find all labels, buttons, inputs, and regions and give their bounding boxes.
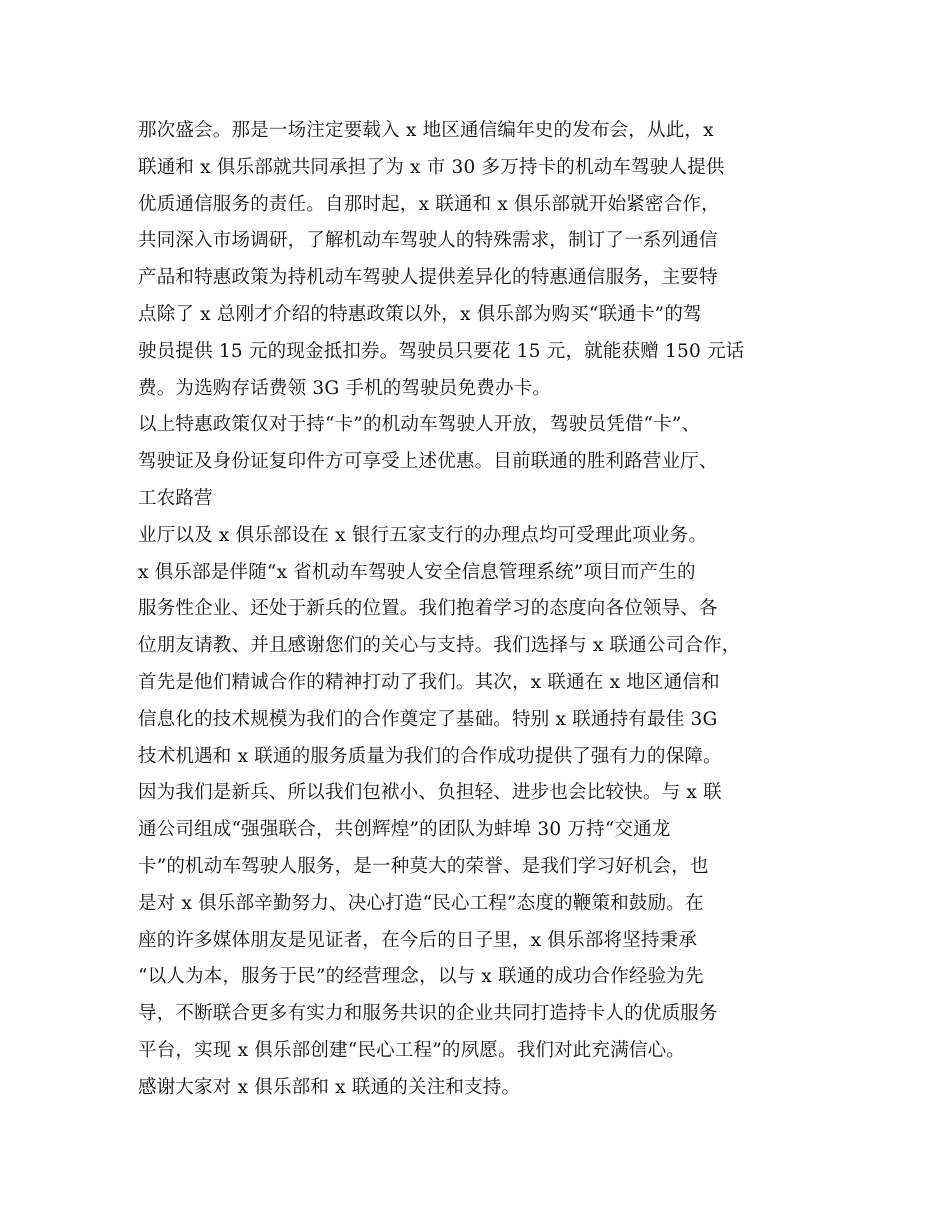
- text-line: 费。为选购存话费领 3G 手机的驾驶员免费办卡。: [138, 377, 552, 399]
- text-line: 服务性企业、还处于新兵的位置。我们抱着学习的态度向各位领导、各: [138, 598, 718, 620]
- text-line: 工农路营: [138, 487, 213, 509]
- document-body: [138, 113, 838, 1107]
- text-line: x 俱乐部是伴随“x 省机动车驾驶人安全信息管理系统”项目而产生的: [138, 561, 696, 583]
- text-line: 是对 x 俱乐部辛勤努力、决心打造“民心工程”态度的鞭策和鼓励。在: [138, 892, 704, 914]
- text-line: 产品和特惠政策为持机动车驾驶人提供差异化的特惠通信服务，主要特: [138, 267, 718, 289]
- text-line: 感谢大家对 x 俱乐部和 x 联通的关注和支持。: [138, 1076, 521, 1098]
- text-line: 业厅以及 x 俱乐部设在 x 银行五家支行的办理点均可受理此项业务。: [138, 524, 708, 546]
- text-line: 优质通信服务的责任。自那时起，x 联通和 x 俱乐部就开始紧密合作，: [138, 193, 720, 215]
- text-line: 因为我们是新兵、所以我们包袱小、负担轻、进步也会比较快。与 x 联: [138, 782, 722, 804]
- text-line: 平台，实现 x 俱乐部创建“民心工程”的夙愿。我们对此充满信心。: [138, 1039, 686, 1061]
- text-line: 座的许多媒体朋友是见证者，在今后的日子里，x 俱乐部将坚持秉承: [138, 929, 698, 951]
- text-line: 位朋友请教、并且感谢您们的关心与支持。我们选择与 x 联通公司合作，: [138, 635, 741, 657]
- text-line: 点除了 x 总刚才介绍的特惠政策以外，x 俱乐部为购买“联通卡”的驾: [138, 303, 702, 325]
- text-line: 以上特惠政策仅对于持“卡”的机动车驾驶人开放，驾驶员凭借“卡”、: [138, 414, 701, 436]
- text-line: 首先是他们精诚合作的精神打动了我们。其次，x 联通在 x 地区通信和: [138, 671, 720, 693]
- text-line: 那次盛会。那是一场注定要载入 x 地区通信编年史的发布会，从此，x: [138, 120, 714, 141]
- text-line: 驶员提供 15 元的现金抵扣券。驾驶员只要花 15 元，就能获赠 150 元话: [138, 340, 745, 362]
- text-line: 联通和 x 俱乐部就共同承担了为 x 市 30 多万持卡的机动车驾驶人提供: [138, 156, 725, 178]
- text-line: 导，不断联合更多有实力和服务共识的企业共同打造持卡人的优质服务: [138, 1003, 718, 1025]
- text-line: 共同深入市场调研，了解机动车驾驶人的特殊需求，制订了一系列通信: [138, 230, 718, 252]
- text-line: 信息化的技术规模为我们的合作奠定了基础。特别 x 联通持有最佳 3G: [138, 708, 718, 730]
- text-line: 技术机遇和 x 联通的服务质量为我们的合作成功提供了强有力的保障。: [138, 745, 722, 767]
- text-line: “以人为本，服务于民”的经营理念，以与 x 联通的成功合作经验为先: [138, 966, 704, 988]
- text-line: 驾驶证及身份证复印件方可享受上述优惠。目前联通的胜利路营业厅、: [138, 451, 718, 473]
- text-line: 通公司组成“强强联合，共创辉煌”的团队为蚌埠 30 万持“交通龙: [138, 819, 671, 841]
- text-line: 卡”的机动车驾驶人服务，是一种莫大的荣誉、是我们学习好机会，也: [138, 855, 709, 877]
